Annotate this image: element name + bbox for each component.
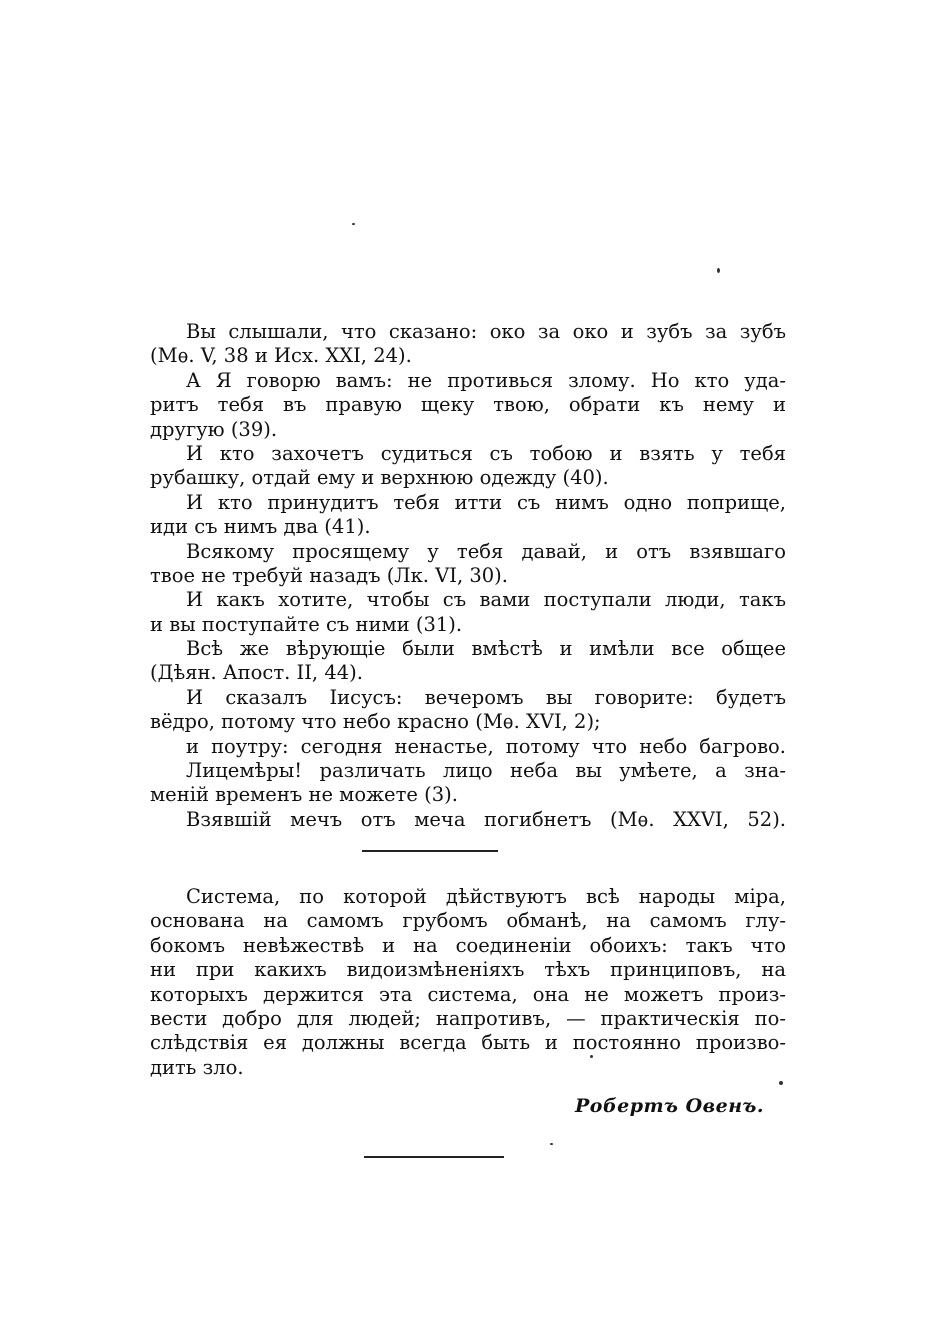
print-speck — [779, 1081, 783, 1085]
text-line: Всѣ же вѣрующіе были вмѣстѣ и имѣли все общее — [186, 637, 786, 661]
text-line: вёдро, потому что небо красно (Мѳ. XVI, 2); — [150, 710, 601, 734]
text-line: основана на самомъ грубомъ обманѣ, на самомъ глу- — [150, 909, 786, 933]
end-divider — [364, 1156, 504, 1158]
gospel-quotations — [150, 320, 786, 832]
section-divider — [362, 850, 498, 852]
text-line: А Я говорю вамъ: не противься злому. Но кто уда- — [186, 368, 786, 392]
text-line: рубашку, отдай ему и верхнюю одежду (40). — [150, 466, 609, 490]
print-speck — [717, 268, 720, 273]
text-line: слѣдствія ея должны всегда быть и постоянно произво- — [150, 1031, 786, 1055]
owen-quotation — [150, 885, 786, 1080]
text-line: и поутру: сегодня ненастье, потому что небо багрово. — [186, 734, 786, 758]
print-speck — [352, 223, 355, 225]
text-line: И какъ хотите, чтобы съ вами поступали люди, такъ — [186, 588, 786, 612]
text-line: Вы слышали, что сказано: око за око и зубъ за зубъ — [186, 320, 786, 343]
text-line: и вы поступайте съ ними (31). — [150, 612, 463, 636]
text-line: другую (39). — [150, 417, 278, 441]
text-line: дить зло. — [150, 1055, 244, 1079]
text-line: бокомъ невѣжествѣ и на соединеніи обоихъ: такъ что — [150, 933, 786, 957]
text-line: (Мѳ. V, 38 и Исх. XXI, 24). — [150, 344, 412, 368]
text-line: иди съ нимъ два (41). — [150, 515, 371, 539]
text-line: И кто захочетъ судиться съ тобою и взять у тебя — [186, 441, 786, 465]
text-line: И сказалъ Іисусъ: вечеромъ вы говорите: будетъ — [186, 685, 786, 709]
author-signature: Робертъ Овенъ. — [575, 1095, 764, 1117]
text-line: вести добро для людей; напротивъ, — практическія по- — [150, 1006, 786, 1030]
text-line: Система, по которой дѣйствуютъ всѣ народы міра, — [186, 885, 786, 908]
print-speck — [550, 1143, 553, 1145]
text-line: Лицемѣры! различать лицо неба вы умѣете, а зна- — [186, 759, 786, 783]
text-line: ритъ тебя въ правую щеку твою, обрати къ нему и — [150, 393, 786, 417]
text-line: (Дѣян. Апост. II, 44). — [150, 661, 363, 685]
text-line: И кто принудитъ тебя итти съ нимъ одно поприще, — [186, 490, 786, 514]
text-line: которыхъ держится эта система, она не можетъ произ- — [150, 982, 786, 1006]
text-line: твое не требуй назадъ (Лк. VI, 30). — [150, 563, 508, 587]
text-line: меній временъ не можете (3). — [150, 783, 458, 807]
text-line: Всякому просящему у тебя давай, и отъ взявшаго — [186, 539, 786, 563]
text-line: ни при какихъ видоизмѣненіяхъ тѣхъ принциповъ, на — [150, 958, 786, 982]
text-line: Взявшій мечъ отъ меча погибнетъ (Мѳ. XXVI, 52). — [186, 807, 786, 831]
